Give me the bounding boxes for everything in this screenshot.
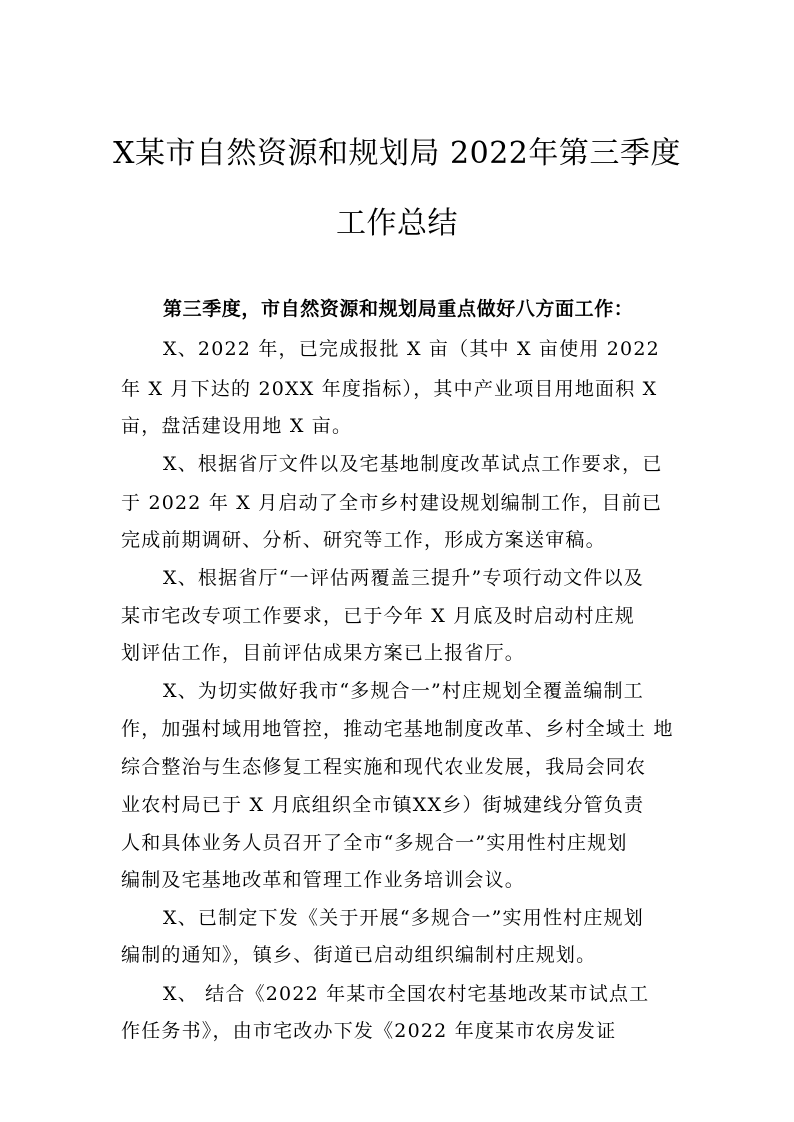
- paragraph-4-line-1: X、为切实做好我市“多规合一”村庄规划全覆盖编制工: [163, 680, 644, 702]
- document-title-line-2: 工作总结: [336, 206, 458, 241]
- paragraph-2-line-2: 于 2022 年 X 月启动了全市乡村建设规划编制工作，目前已: [121, 492, 663, 514]
- document-title-line-1: X某市自然资源和规划局 2022年第三季度: [113, 136, 681, 171]
- paragraph-5-line-2: 编制的通知》，镇乡、街道已启动组织编制村庄规划。: [121, 944, 597, 966]
- paragraph-3-line-1: X、根据省厅“一评估两覆盖三提升”专项行动文件以及: [163, 567, 644, 589]
- paragraph-5-line-1: X、已制定下发《关于开展“多规合一”实用性村庄规划: [163, 907, 644, 929]
- paragraph-2-line-1: X、根据省厅文件以及宅基地制度改革试点工作要求，已: [163, 453, 663, 475]
- paragraph-6-line-2: 作任务书》，由市宅改办下发《2022 年度某市农房发证: [121, 1020, 617, 1042]
- paragraph-2-line-3: 完成前期调研、分析、研究等工作，形成方案送审稿。: [121, 529, 606, 551]
- paragraph-4-line-5: 人和具体业务人员召开了全市“多规合一”实用性村庄规划: [121, 832, 628, 854]
- paragraph-4-line-4: 业农村局已于 X 月底组织全市镇XX乡）街城建线分管负责: [121, 794, 645, 816]
- paragraph-6-line-1: X、 结合《2022 年某市全国农村宅基地改某市试点工: [163, 983, 650, 1005]
- paragraph-3-line-2: 某市宅改专项工作要求，已于今年 X 月底及时启动村庄规: [121, 605, 636, 627]
- paragraph-1-line-3: 亩，盘活建设用地 X 亩。: [121, 415, 353, 437]
- paragraph-4-line-6: 编制及宅基地改革和管理工作业务培训会议。: [121, 869, 526, 891]
- paragraph-1-line-1: X、2022 年，已完成报批 X 亩（其中 X 亩使用 2022: [163, 338, 660, 360]
- lead-sentence: 第三季度，市自然资源和规划局重点做好八方面工作：: [163, 298, 634, 320]
- paragraph-4-line-3: 综合整治与生态修复工程实施和现代农业发展，我局会同农: [121, 756, 647, 778]
- paragraph-3-line-3: 划评估工作，目前评估成果方案已上报省厅。: [121, 642, 526, 664]
- paragraph-4-line-2: 作，加强村域用地管控，推动宅基地制度改革、乡村全域土 地: [121, 718, 674, 740]
- paragraph-1-line-2: 年 X 月下达的 20XX 年度指标），其中产业项目用地面积 X: [121, 378, 658, 400]
